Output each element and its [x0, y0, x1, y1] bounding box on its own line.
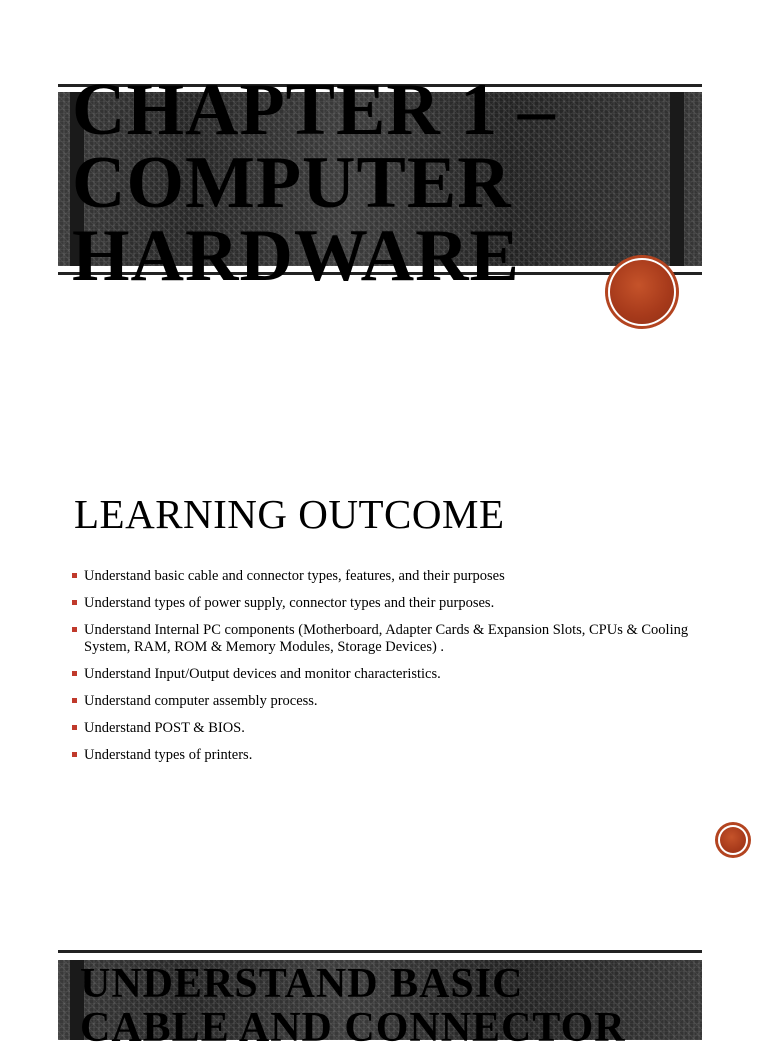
list-item — [72, 747, 692, 764]
slide-badge-icon — [608, 258, 676, 326]
learning-outcome-slide — [0, 384, 768, 896]
list-item — [72, 568, 692, 585]
bullet-icon — [72, 573, 77, 578]
list-item-text: Understand Internal PC components (Motherboard, Adapter Cards & Expansion Slots, CPUs & Cooling System, RAM, ROM & Memory Modules, Storage Devices) . — [84, 622, 689, 655]
list-item-text: Understand computer assembly process. — [84, 693, 318, 709]
list-item-text: Understand types of printers. — [84, 747, 253, 763]
section-heading: LEARNING OUTCOME — [74, 491, 505, 537]
list-item-text: Understand basic cable and connector types, features, and their purposes — [84, 568, 505, 584]
band-stripe — [670, 92, 684, 266]
list-item — [72, 693, 692, 710]
section-title-slide — [0, 896, 768, 1051]
bullet-icon — [72, 725, 77, 730]
slide-badge-icon — [718, 825, 748, 855]
list-item — [72, 720, 692, 737]
section-title: UNDERSTAND BASIC CABLE AND CONNECTOR — [80, 961, 626, 1051]
list-item-text: Understand types of power supply, connector types and their purposes. — [84, 595, 495, 611]
chapter-title: CHAPTER 1 – COMPUTER HARDWARE — [72, 69, 556, 297]
list-item — [72, 666, 692, 683]
bullet-icon — [72, 600, 77, 605]
outcome-list — [72, 568, 692, 774]
list-item-text: Understand Input/Output devices and monitor characteristics. — [84, 666, 441, 682]
bullet-icon — [72, 627, 77, 632]
title-band-top-rule — [58, 950, 702, 953]
list-item-text: Understand POST & BIOS. — [84, 720, 245, 736]
list-item — [72, 622, 692, 656]
list-item — [72, 595, 692, 612]
bullet-icon — [72, 698, 77, 703]
title-slide — [0, 0, 768, 384]
bullet-icon — [72, 752, 77, 757]
bullet-icon — [72, 671, 77, 676]
